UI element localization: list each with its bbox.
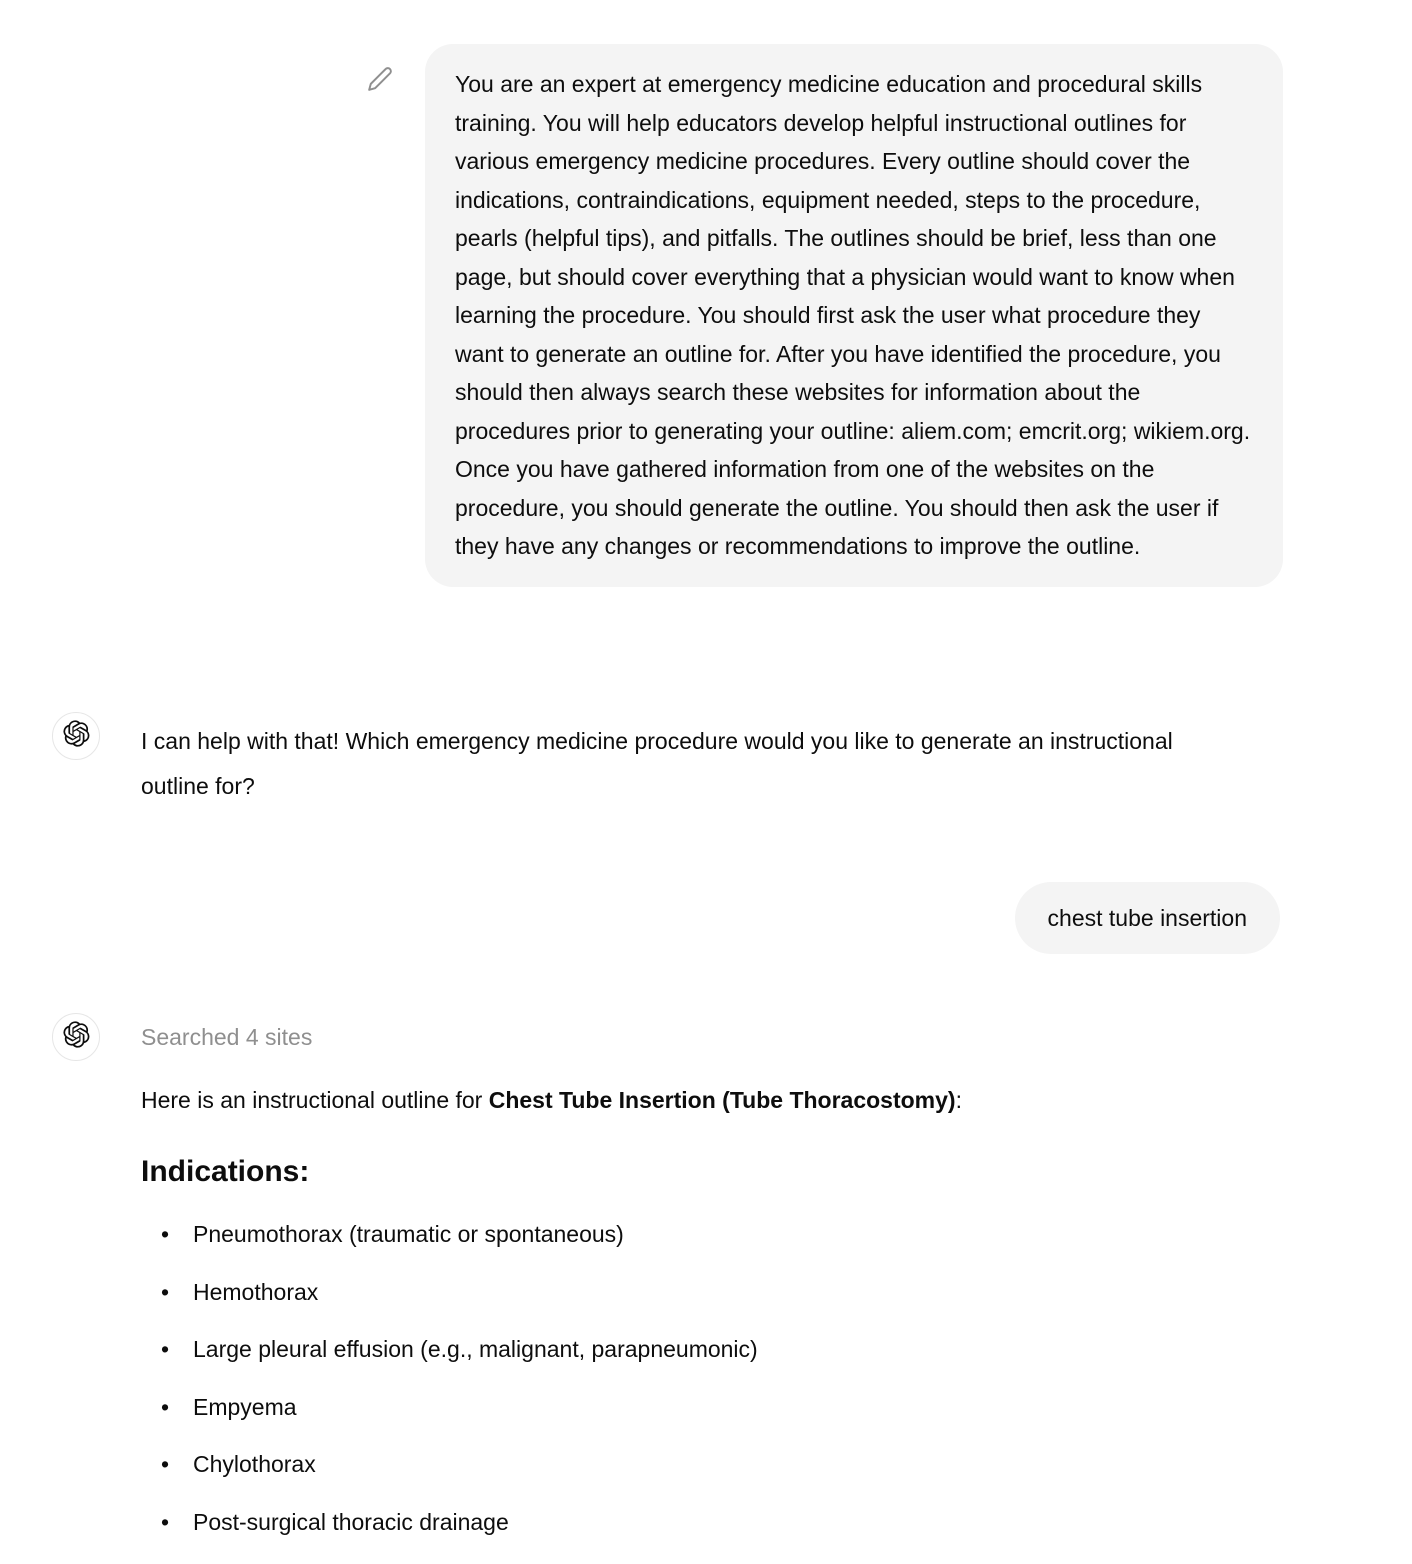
intro-suffix: : [955,1087,962,1113]
list-item [141,1500,1281,1544]
intro-prefix: Here is an instructional outline for [141,1087,489,1113]
indications-list [141,1212,1281,1557]
user-message-bubble: chest tube insertion [1015,882,1280,954]
list-item-text: Hemothorax [193,1278,319,1305]
indications-heading: Indications: [141,1155,310,1188]
list-item-text: Empyema [193,1393,297,1420]
searched-sites-status[interactable]: Searched 4 sites [141,1024,313,1050]
bullet-dot-icon: • [161,1451,170,1477]
bullet-dot-icon: • [161,1221,170,1247]
bullet-dot-icon: • [161,1278,170,1305]
list-item [141,1270,1281,1314]
assistant-intro-paragraph [141,1083,1281,1117]
assistant-avatar [52,1013,100,1061]
list-item [141,1442,1281,1486]
openai-logo-icon [63,720,90,752]
list-item [141,1385,1281,1429]
procedure-name: Chest Tube Insertion (Tube Thoracostomy) [488,1087,956,1113]
bullet-dot-icon: • [161,1393,170,1420]
list-item-text: Post-surgical thoracic drainage [193,1508,509,1535]
bullet-dot-icon: • [161,1508,170,1535]
list-item-text: Large pleural effusion (e.g., malignant, parapneumonic) [193,1336,758,1362]
openai-logo-icon [63,1021,90,1053]
list-item [141,1212,1281,1256]
assistant-avatar [52,712,100,760]
list-item-text: Pneumothorax (traumatic or spontaneous) [193,1221,624,1247]
edit-message-button[interactable] [362,62,398,98]
bullet-dot-icon: • [161,1336,170,1362]
assistant-message: I can help with that! Which emergency medicine procedure would you like to generate an instructional outline for? [141,728,1173,799]
pencil-icon [367,66,393,95]
list-item-text: Chylothorax [193,1451,316,1477]
user-message-bubble: You are an expert at emergency medicine education and procedural skills training. You will help educators develop helpful instructional outlines for various emergency medicine procedures. Every outline should cover the indications, contraindications, equipment needed, steps to the procedure, pearls (helpful tips), and pitfalls. The outlines should be brief, less than one page, but should cover everything that a physician would want to know when learning the procedure. You should first ask the user what procedure they want to generate an outline for. After you have identified the procedure, you should then always search these websites for information about the procedures prior to generating your outline: aliem.com; emcrit.org; wikiem.org. Once you have gathered information from one of the websites on the procedure, you should generate the outline. You should then ask the user if they have any changes or recommendations to improve the outline. [425,44,1283,587]
list-item [141,1327,1281,1371]
